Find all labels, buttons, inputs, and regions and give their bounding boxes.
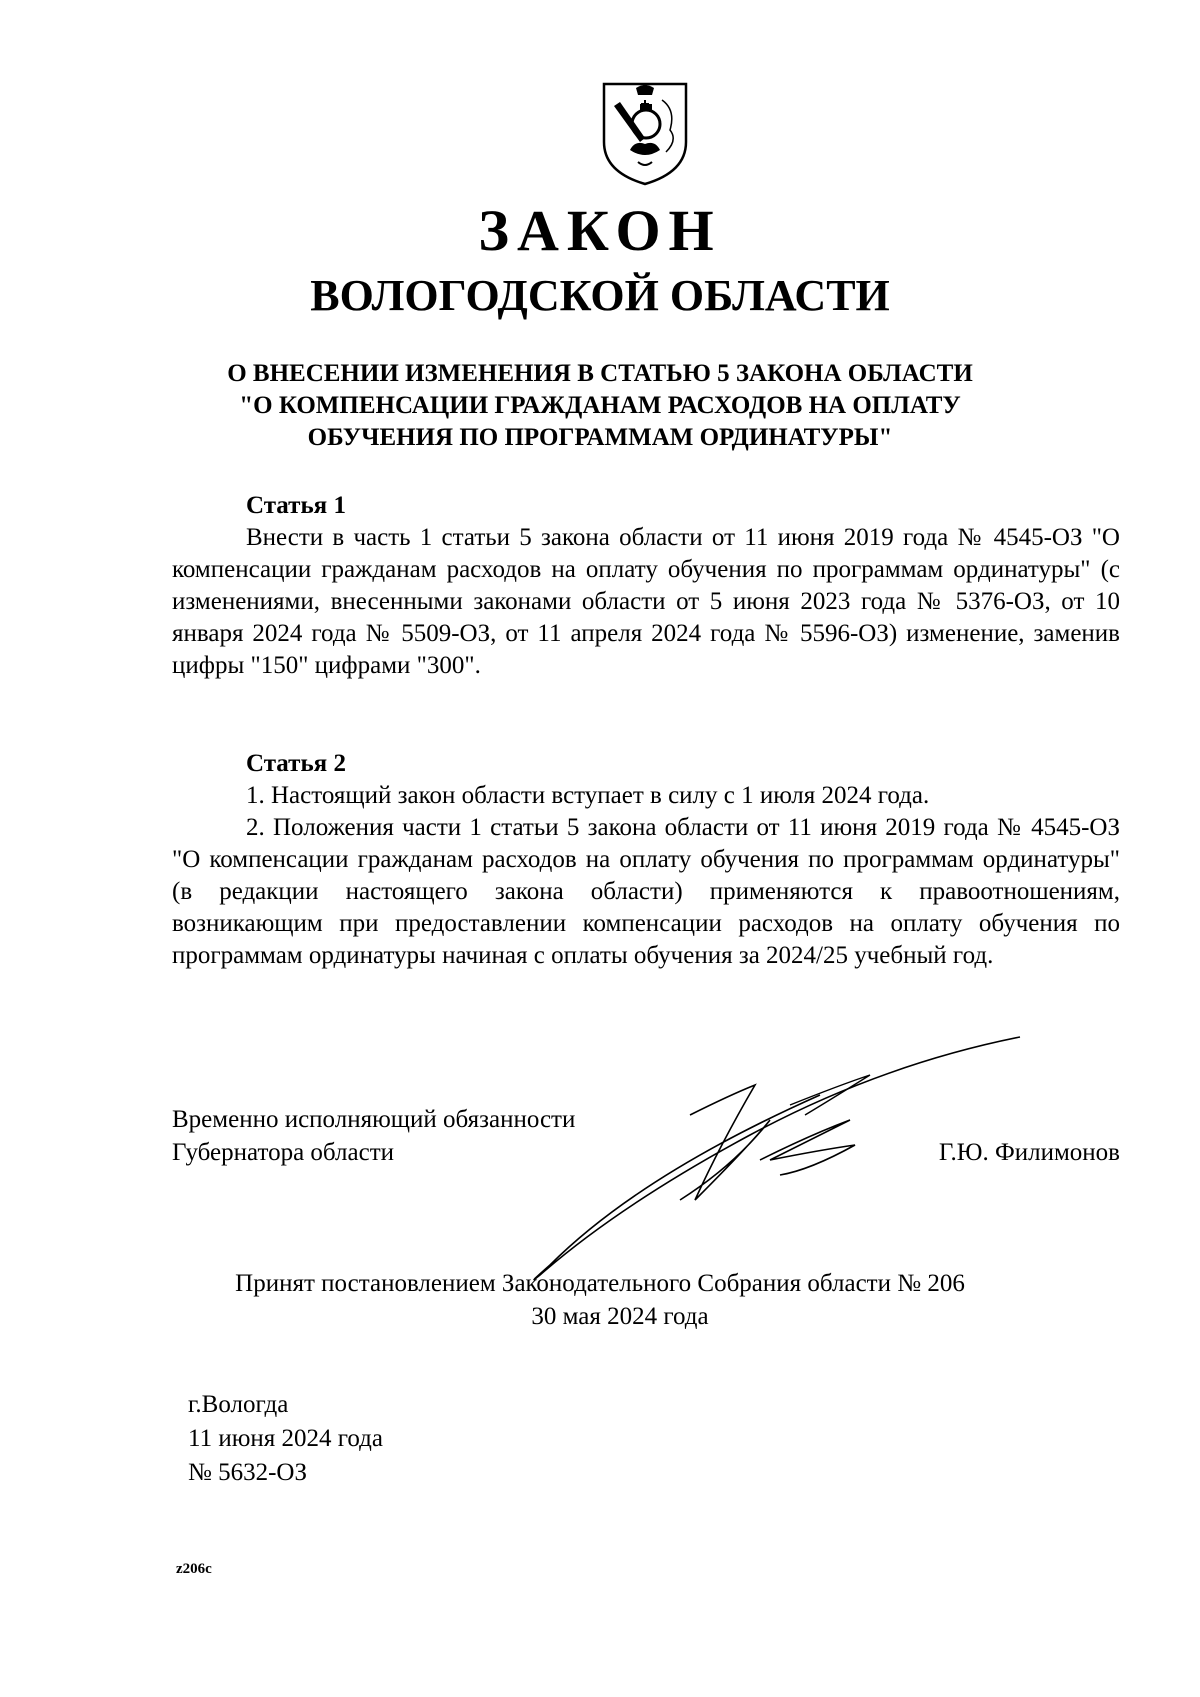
signatory-name: Г.Ю. Филимонов bbox=[938, 1139, 1120, 1166]
article-paragraph: Внести в часть 1 статьи 5 закона области от 11 июня 2019 года № 4545-ОЗ "О компенсации гражданам расходов на оплату обучения по программам ординатуры" (с изменениями, внесенными законами области от 5 июня 2023 года № 5376-ОЗ, от 10 января 2024 года № 5509-ОЗ, от 11 апреля 2024 года № 5596-ОЗ) изменение, заменив цифры "150" цифрами "300". bbox=[172, 524, 1120, 679]
city: г.Вологда bbox=[188, 1391, 289, 1418]
law-number: № 5632-ОЗ bbox=[188, 1459, 308, 1486]
signing-date: 11 июня 2024 года bbox=[188, 1425, 383, 1452]
signatory-position: Временно исполняющий обязанности bbox=[172, 1106, 576, 1133]
article-2 bbox=[172, 748, 1120, 972]
article-heading: Статья 1 bbox=[246, 492, 346, 519]
adoption-line: Принят постановлением Законодательного Собрания области № 206 bbox=[235, 1270, 965, 1297]
handwritten-signature bbox=[520, 1025, 1060, 1285]
adoption-date: 30 мая 2024 года bbox=[531, 1303, 709, 1330]
law-region: ВОЛОГОДСКОЙ ОБЛАСТИ bbox=[310, 271, 890, 320]
adoption-note bbox=[0, 1267, 1200, 1333]
place-and-date bbox=[188, 1388, 383, 1490]
document-code: z206с bbox=[176, 1561, 212, 1577]
article-1 bbox=[172, 490, 1120, 682]
article-paragraph: 2. Положения части 1 статьи 5 закона области от 11 июня 2019 года № 4545-ОЗ "О компенсации гражданам расходов на оплату обучения по программам ординатуры" (в редакции настоящего закона области) применяются к правоотношениям, возникающим при предоставлении компенсации расходов на оплату обучения по программам ординатуры начиная с оплаты обучения за 2024/25 учебный год. bbox=[172, 814, 1120, 969]
law-subject bbox=[150, 358, 1050, 454]
law-title: ЗАКОН bbox=[478, 198, 722, 263]
article-paragraph: 1. Настоящий закон области вступает в силу с 1 июля 2024 года. bbox=[246, 782, 930, 809]
law-subject-line: О ВНЕСЕНИИ ИЗМЕНЕНИЯ В СТАТЬЮ 5 ЗАКОНА ОБЛАСТИ bbox=[227, 360, 973, 387]
law-subject-line: ОБУЧЕНИЯ ПО ПРОГРАММАМ ОРДИНАТУРЫ" bbox=[307, 424, 893, 451]
article-heading: Статья 2 bbox=[246, 750, 346, 777]
law-subject-line: "О КОМПЕНСАЦИИ ГРАЖДАНАМ РАСХОДОВ НА ОПЛАТУ bbox=[239, 392, 961, 419]
coat-of-arms-icon bbox=[600, 80, 690, 188]
signatory-position: Губернатора области bbox=[172, 1139, 394, 1166]
